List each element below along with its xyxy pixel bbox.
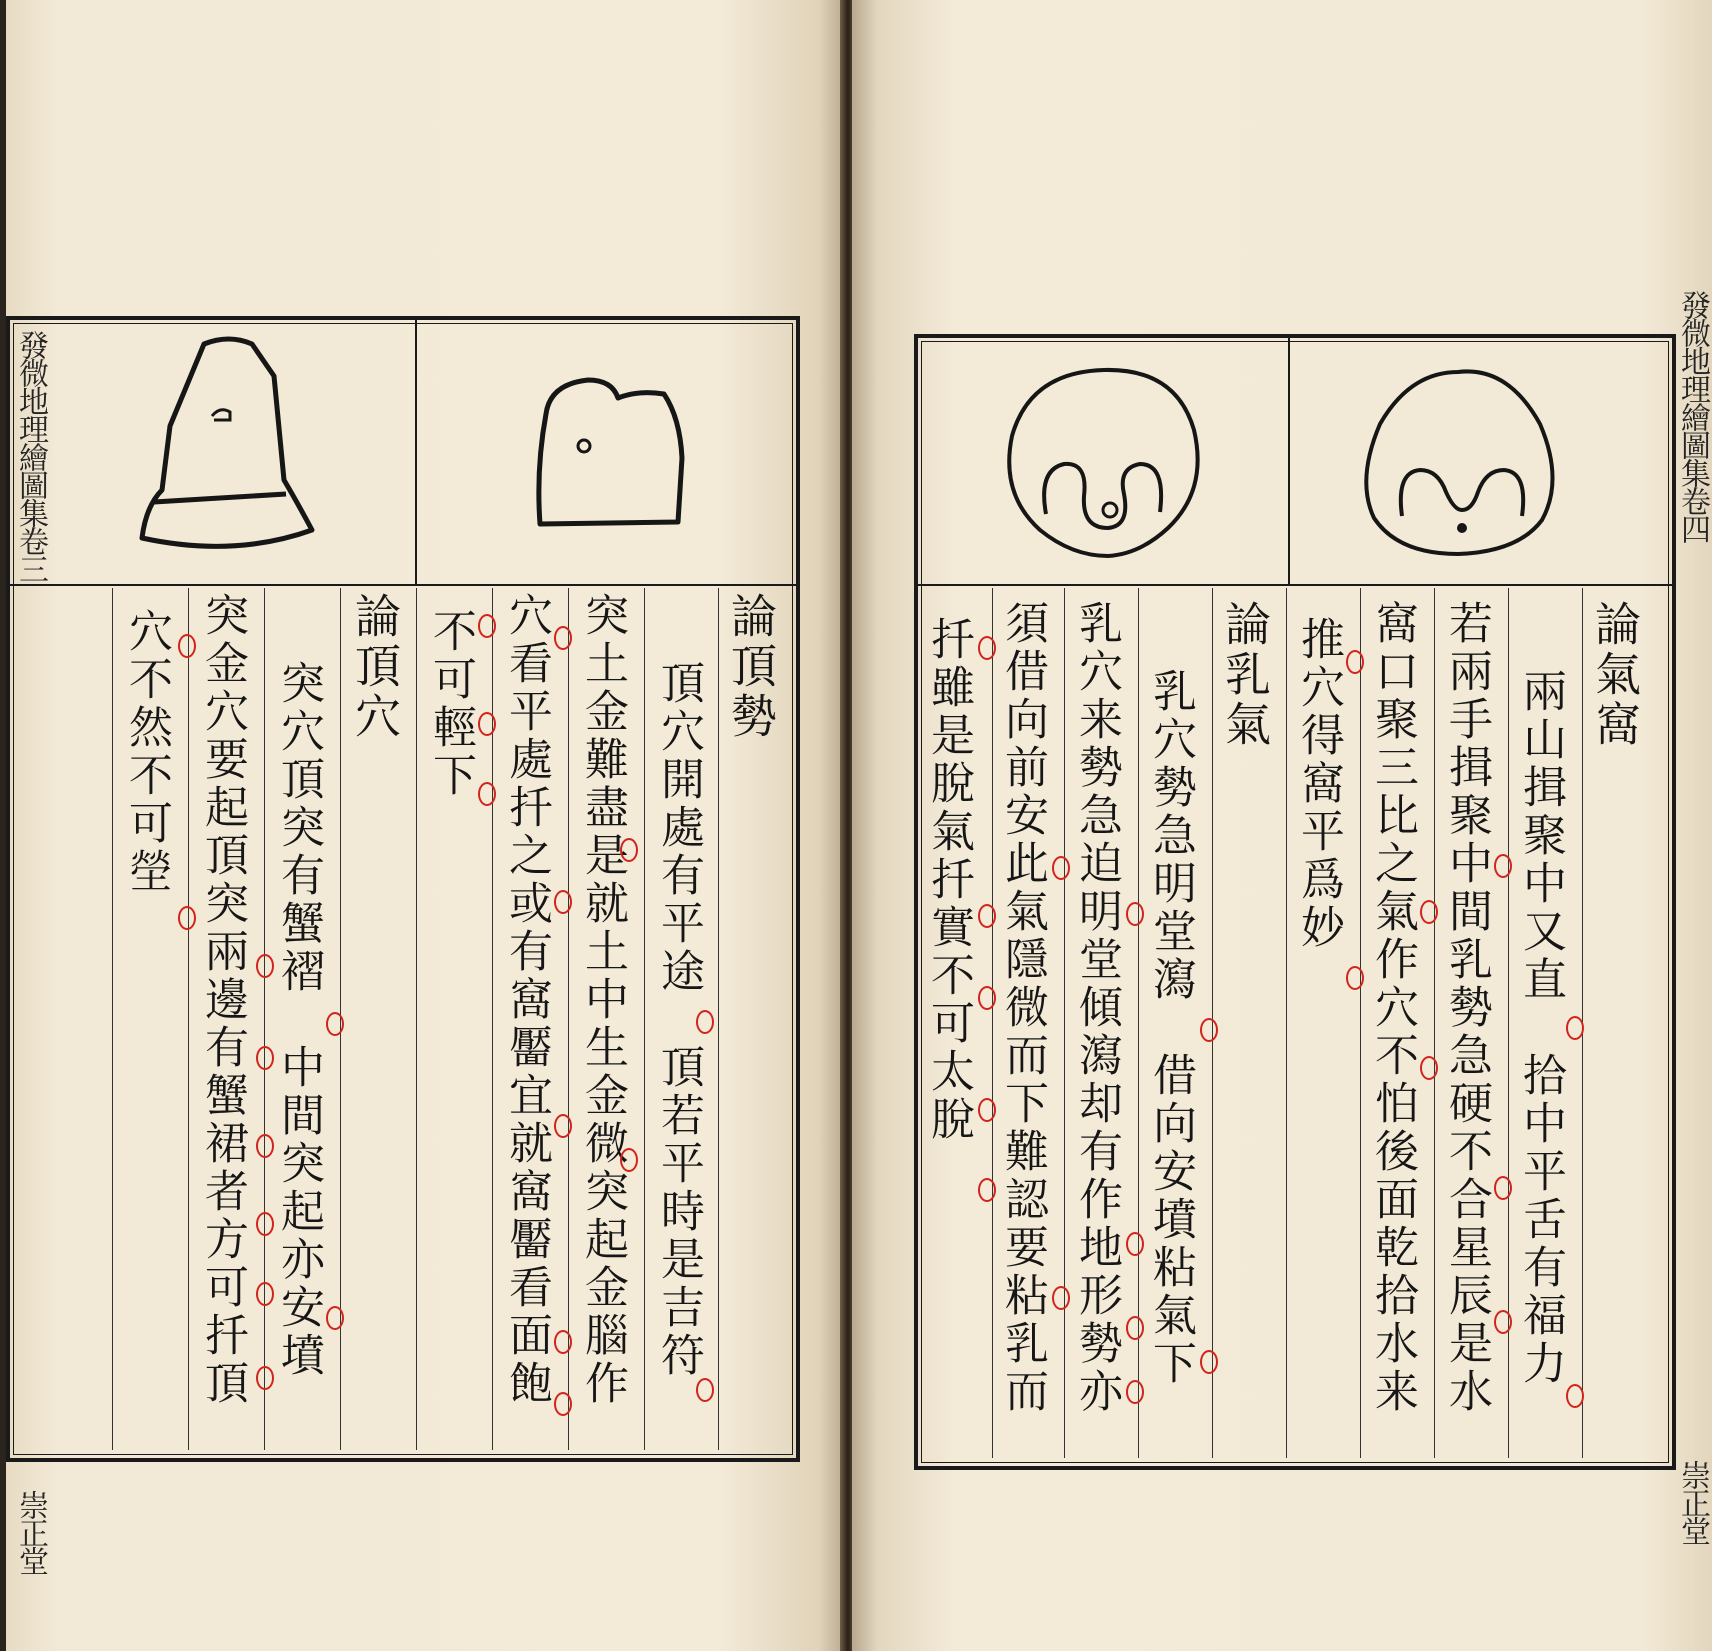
right-page	[852, 0, 1712, 1651]
red-punctuation-circle	[1200, 1350, 1218, 1374]
red-punctuation-circle	[178, 906, 196, 930]
red-punctuation-circle	[1126, 902, 1144, 926]
right-diagram-separator	[1288, 338, 1290, 586]
red-punctuation-circle	[256, 1366, 274, 1390]
red-punctuation-circle	[1052, 1286, 1070, 1310]
red-punctuation-circle	[978, 636, 996, 660]
commentary-column: 須借向前安此氣隱微而下難認要粘乳而	[997, 600, 1048, 1416]
rounded-mound-diagram	[526, 370, 696, 540]
heading-topic-breast-qi: 論乳氣	[1218, 600, 1272, 750]
red-punctuation-circle	[1200, 1018, 1218, 1042]
red-punctuation-circle	[256, 1046, 274, 1070]
qi-hollow-diagram	[1358, 360, 1568, 560]
commentary-column: 穴看平處扦之或有窩靨宜就窩靨看面飽	[501, 592, 552, 1408]
trapezoid-mound-diagram	[134, 330, 324, 570]
red-punctuation-circle	[478, 712, 496, 736]
red-punctuation-circle	[256, 1282, 274, 1306]
left-diagram-divider	[6, 584, 796, 586]
verse-column: 突穴頂突有蟹褶 中間突起亦安墳	[273, 612, 324, 1380]
column-rule	[718, 588, 719, 1450]
red-punctuation-circle	[1494, 1310, 1512, 1334]
red-punctuation-circle	[978, 1178, 996, 1202]
red-punctuation-circle	[326, 1012, 344, 1036]
column-rule	[188, 588, 189, 1450]
red-punctuation-circle	[256, 954, 274, 978]
right-margin-title: 發微地理繪圖集卷四	[1675, 290, 1710, 542]
red-punctuation-circle	[1494, 1176, 1512, 1200]
red-punctuation-circle	[326, 1306, 344, 1330]
column-rule	[568, 588, 569, 1450]
verse-column: 乳穴勢急明堂瀉 借向安墳粘氣下	[1145, 620, 1196, 1388]
column-rule	[264, 588, 265, 1450]
verse-column: 頂穴開處有平途 頂若平時是吉符	[653, 612, 704, 1380]
red-punctuation-circle	[1420, 1056, 1438, 1080]
commentary-column: 乳穴来勢急迫明堂傾瀉却有作地形勢亦	[1071, 600, 1122, 1416]
red-punctuation-circle	[554, 1392, 572, 1416]
red-punctuation-circle	[620, 1148, 638, 1172]
red-punctuation-circle	[554, 626, 572, 650]
commentary-column: 窩口聚三比之氣作穴不怕後面乾拾水来	[1367, 600, 1418, 1416]
red-punctuation-circle	[554, 1330, 572, 1354]
column-rule	[1286, 588, 1287, 1458]
red-punctuation-circle	[978, 904, 996, 928]
red-punctuation-circle	[1566, 1384, 1584, 1408]
breast-qi-diagram	[1000, 360, 1210, 560]
red-punctuation-circle	[256, 1134, 274, 1158]
red-punctuation-circle	[1494, 854, 1512, 878]
red-punctuation-circle	[1126, 1232, 1144, 1256]
red-punctuation-circle	[696, 1378, 714, 1402]
left-margin-title: 發微地理繪圖集卷三	[13, 330, 48, 582]
left-diagram-separator	[415, 320, 417, 586]
column-rule	[416, 588, 417, 1450]
commentary-column: 不可輕下	[425, 608, 476, 800]
red-punctuation-circle	[554, 890, 572, 914]
column-rule	[1360, 588, 1361, 1458]
heading-topic-qi-hollow: 論氣窩	[1588, 600, 1642, 750]
commentary-column: 扦雖是脫氣扦實不可太脫	[923, 616, 974, 1144]
heading-topic-summit-momentum: 論頂勢	[724, 592, 778, 742]
red-punctuation-circle	[554, 1114, 572, 1138]
red-punctuation-circle	[1420, 900, 1438, 924]
right-publisher-mark: 崇正堂	[1675, 1460, 1710, 1544]
red-punctuation-circle	[478, 614, 496, 638]
commentary-column: 突土金難盡是就土中生金微突起金腦作	[577, 592, 628, 1408]
commentary-column: 突金穴要起頂突兩邊有蟹裙者方可扦頂	[197, 592, 248, 1408]
red-punctuation-circle	[1052, 856, 1070, 880]
column-rule	[1064, 588, 1065, 1458]
red-punctuation-circle	[1126, 1316, 1144, 1340]
left-page	[6, 0, 844, 1651]
red-punctuation-circle	[256, 1212, 274, 1236]
commentary-column: 若兩手揖聚中間乳勢急硬不合星辰是水	[1441, 600, 1492, 1416]
left-publisher-mark: 崇正堂	[13, 1490, 48, 1574]
red-punctuation-circle	[1566, 1016, 1584, 1040]
column-rule	[1434, 588, 1435, 1458]
red-punctuation-circle	[1126, 1380, 1144, 1404]
heading-topic-summit-cave: 論頂穴	[348, 592, 402, 742]
column-rule	[992, 588, 993, 1458]
red-punctuation-circle	[978, 1098, 996, 1122]
right-diagram-divider	[916, 584, 1672, 586]
red-punctuation-circle	[1346, 650, 1364, 674]
red-punctuation-circle	[696, 1010, 714, 1034]
red-punctuation-circle	[1346, 966, 1364, 990]
column-rule	[112, 588, 113, 1450]
red-punctuation-circle	[178, 634, 196, 658]
commentary-column: 穴不然不可塋	[121, 608, 172, 896]
red-punctuation-circle	[478, 782, 496, 806]
red-punctuation-circle	[978, 986, 996, 1010]
red-punctuation-circle	[620, 838, 638, 862]
commentary-column: 推穴得窩平爲妙	[1293, 616, 1344, 952]
verse-column: 兩山揖聚中又直 拾中平舌有福力	[1515, 620, 1566, 1388]
column-rule	[644, 588, 645, 1450]
